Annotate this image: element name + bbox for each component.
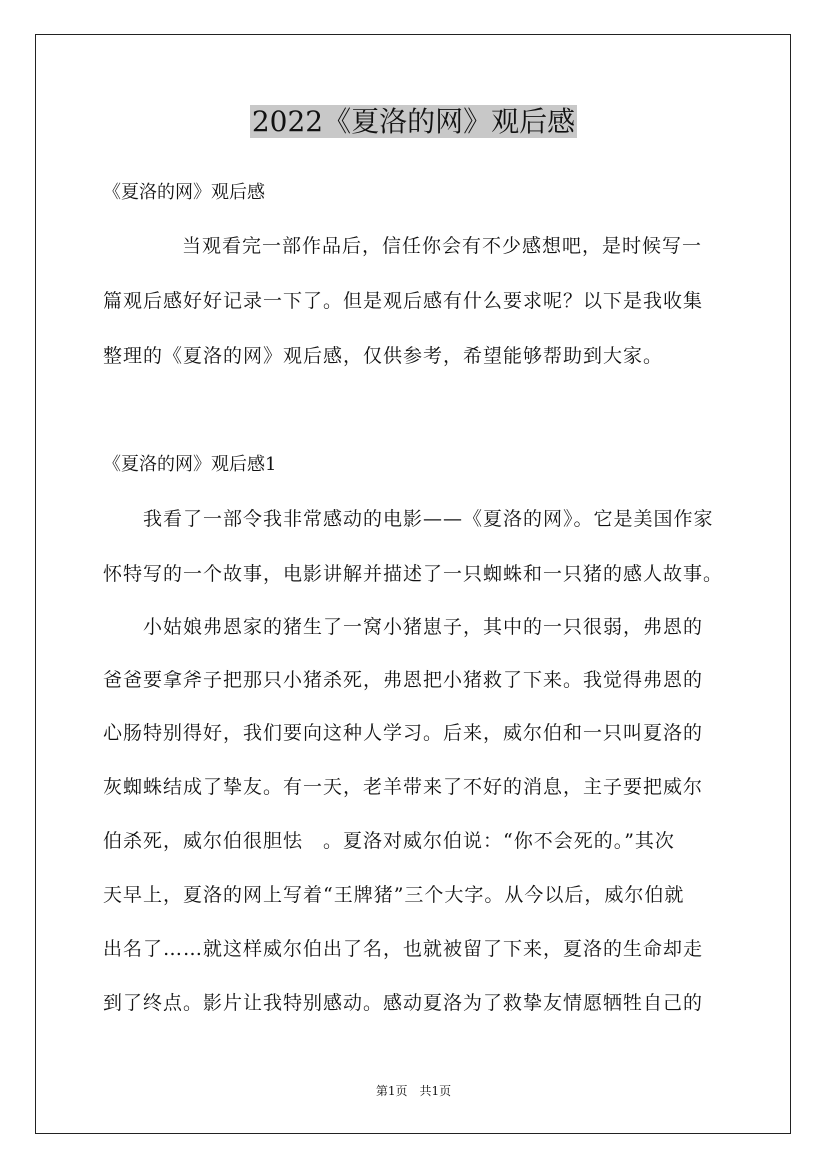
body-line-5: 心肠特别得好，我们要向这种人学习。后来，威尔伯和一只叫夏洛的 <box>103 722 704 744</box>
body-line-2: 怀特写的一个故事，电影讲解并描述了一只蜘蛛和一只猪的感人故事。 <box>103 563 724 585</box>
section-heading: 《夏洛的网》观后感1 <box>103 454 277 475</box>
body-line-4: 爸爸要拿斧子把那只小猪杀死，弗恩把小猪救了下来。我觉得弗恩的 <box>103 669 704 691</box>
body-line-3: 小姑娘弗恩家的猪生了一窝小猪崽子，其中的一只很弱，弗恩的 <box>143 616 704 638</box>
body-line-9: 出名了……就这样威尔伯出了名，也就被留了下来，夏洛的生命却走 <box>103 938 704 960</box>
body-line-6: 灰蜘蛛结成了挚友。有一天，老羊带来了不好的消息，主子要把威尔 <box>103 776 704 798</box>
page-footer: 第1页 共1页 <box>375 1084 452 1098</box>
body-line-1: 我看了一部令我非常感动的电影——《夏洛的网》。它是美国作家 <box>143 508 714 530</box>
body-line-10: 到了终点。影片让我特别感动。感动夏洛为了救挚友情愿牺牲自己的 <box>103 992 704 1014</box>
intro-line-1: 当观看完一部作品后，信任你会有不少感想吧，是时候写一 <box>182 235 703 257</box>
document-title-text: 2022《夏洛的网》观后感 <box>251 105 576 138</box>
body-line-7: 伯杀死，威尔伯很胆怯 。夏洛对威尔伯说：“你不会死的。”其次 <box>103 830 675 852</box>
document-title <box>0 100 827 144</box>
body-line-8: 天早上，夏洛的网上写着“王牌猪”三个大字。从今以后，威尔伯就 <box>103 884 685 906</box>
intro-line-2: 篇观后感好好记录一下了。但是观后感有什么要求呢？以下是我收集 <box>103 290 704 312</box>
intro-line-3: 整理的《夏洛的网》观后感，仅供参考，希望能够帮助到大家。 <box>103 345 664 367</box>
document-subtitle: 《夏洛的网》观后感 <box>103 182 265 203</box>
